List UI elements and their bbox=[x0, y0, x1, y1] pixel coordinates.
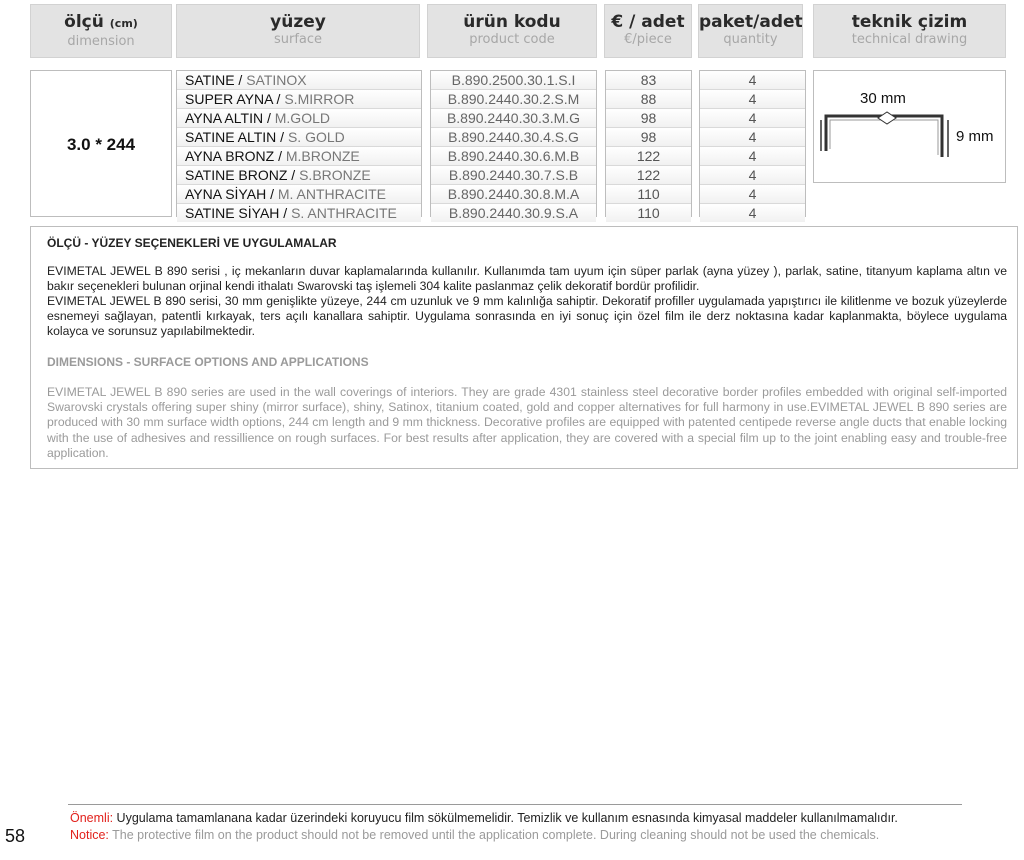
header-price-en: €/piece bbox=[624, 32, 672, 47]
product-code: B.890.2440.30.8.M.A bbox=[431, 185, 596, 204]
header-surface bbox=[176, 4, 420, 58]
table-row bbox=[177, 128, 421, 147]
width-label: 30 mm bbox=[860, 90, 906, 107]
price-value: 83 bbox=[606, 71, 691, 90]
product-code: B.890.2440.30.2.S.M bbox=[431, 90, 596, 109]
product-code: B.890.2440.30.7.S.B bbox=[431, 166, 596, 185]
surface-tr: SATINE SİYAH / bbox=[185, 205, 288, 221]
quantity-value: 4 bbox=[700, 90, 805, 109]
note-tr-label: Önemli: bbox=[70, 811, 114, 825]
header-price bbox=[604, 4, 692, 58]
surface-en: S.MIRROR bbox=[284, 91, 355, 107]
surface-en: S.BRONZE bbox=[299, 167, 371, 183]
footer-divider bbox=[68, 804, 962, 805]
surface-en: M.GOLD bbox=[274, 110, 330, 126]
quantity-value: 4 bbox=[700, 128, 805, 147]
price-value: 110 bbox=[606, 185, 691, 204]
table-row bbox=[177, 147, 421, 166]
surface-en: S. GOLD bbox=[287, 129, 345, 145]
header-code-en: product code bbox=[469, 32, 555, 47]
price-value: 122 bbox=[606, 166, 691, 185]
header-surface-tr: yüzey bbox=[270, 12, 326, 32]
product-code: B.890.2440.30.6.M.B bbox=[431, 147, 596, 166]
dimension-cell bbox=[30, 70, 172, 217]
note-en-label: Notice: bbox=[70, 828, 109, 842]
quantity-value: 4 bbox=[700, 166, 805, 185]
header-price-tr: € / adet bbox=[611, 12, 685, 32]
header-quantity-tr: paket/adet bbox=[699, 12, 803, 32]
header-code bbox=[427, 4, 597, 58]
product-code: B.890.2440.30.3.M.G bbox=[431, 109, 596, 128]
header-drawing-en: technical drawing bbox=[851, 32, 968, 47]
dimension-value: 3.0 * 244 bbox=[66, 135, 136, 154]
header-drawing-tr: teknik çizim bbox=[851, 12, 968, 32]
code-column bbox=[430, 70, 597, 221]
surface-tr: AYNA ALTIN / bbox=[185, 110, 271, 126]
product-code: B.890.2440.30.4.S.G bbox=[431, 128, 596, 147]
surface-tr: SUPER AYNA / bbox=[185, 91, 281, 107]
surface-tr: AYNA SİYAH / bbox=[185, 186, 274, 202]
quantity-value: 4 bbox=[700, 204, 805, 222]
quantity-value: 4 bbox=[700, 71, 805, 90]
technical-drawing bbox=[813, 70, 1006, 183]
note-tr-text: Uygulama tamamlanana kadar üzerindeki koruyucu film sökülmemelidir. Temizlik ve kullanım esnasında kimyasal maddeler kullanılmamalıdır. bbox=[113, 811, 898, 825]
description-body-tr-1: EVIMETAL JEWEL B 890 serisi , iç mekanların duvar kaplamalarında kullanılır. Kullanımda tam uyum için süper parlak (ayna yüzey ), parlak, satine, titanyum kaplama altın ve bakır seçenekleri bulunan orjinal kendi ithalatı Swarovski taş işlemeli 304 kalite paslanmaz çelik dekoratif bordür profilidir. bbox=[47, 264, 1007, 294]
price-value: 98 bbox=[606, 128, 691, 147]
surface-en: M.BRONZE bbox=[285, 148, 360, 164]
header-surface-en: surface bbox=[273, 32, 323, 47]
table-row bbox=[177, 166, 421, 185]
quantity-value: 4 bbox=[700, 147, 805, 166]
description-body-en: EVIMETAL JEWEL B 890 series are used in the wall coverings of interiors. They are grade 4301 stainless steel decorative border profiles embedded with original self-imported Swarovski crystals offering super shiny (mirror surface), shiny, Satinox, titanium coated, gold and copper alternatives for full harmony in use.EVIMETAL JEWEL B 890 series are produced with 30 mm surface width options, 244 cm length and 9 mm thickness. Decorative profiles are equipped with patented centipede reverse angle ducts that enable locking with the use of adhesives and ressillience on rough surfaces. For best results after application, they are covered with a special film up to the joint enabling easy and trouble-free application. bbox=[47, 385, 1007, 460]
table-row bbox=[177, 109, 421, 128]
header-code-tr: ürün kodu bbox=[463, 12, 561, 32]
description-box bbox=[30, 226, 1018, 469]
price-column bbox=[605, 70, 692, 221]
description-title-en: DIMENSIONS - SURFACE OPTIONS AND APPLICATIONS bbox=[47, 355, 369, 369]
table-row bbox=[177, 71, 421, 90]
description-title-tr: ÖLÇÜ - YÜZEY SEÇENEKLERİ VE UYGULAMALAR bbox=[47, 236, 337, 250]
header-quantity-en: quantity bbox=[723, 32, 778, 47]
page-number: 58 bbox=[5, 826, 26, 846]
header-dimension bbox=[30, 4, 172, 58]
header-dimension-en: dimension bbox=[67, 34, 135, 49]
footer-note-en bbox=[70, 828, 879, 842]
profile-drawing bbox=[814, 71, 1007, 184]
description-body-tr-2: EVIMETAL JEWEL B 890 serisi, 30 mm genişlikte yüzeye, 244 cm uzunluk ve 9 mm kalınlığa sahiptir. Dekoratif profiller uygulamada yapıştırıcı ile kilitlenme ve bozuk yüzeylerde esnemeyi sağlayan, patentli kırkayak, ters açılı kanallara sahiptir. Uygulama sonrasında en iyi sonuç için özel film ile derz noktasına kadar kaplanmakta, böylece uygulama kolayca ve sorunsuz yapılabilmektedir. bbox=[47, 294, 1007, 339]
header-dimension-unit: (cm) bbox=[109, 17, 138, 30]
quantity-column bbox=[699, 70, 806, 221]
surface-tr: AYNA BRONZ / bbox=[185, 148, 282, 164]
product-code: B.890.2440.30.9.S.A bbox=[431, 204, 596, 222]
price-value: 122 bbox=[606, 147, 691, 166]
table-row bbox=[177, 204, 421, 222]
surface-en: M. ANTHRACITE bbox=[277, 186, 386, 202]
surface-tr: SATINE BRONZ / bbox=[185, 167, 296, 183]
quantity-value: 4 bbox=[700, 185, 805, 204]
header-quantity bbox=[698, 4, 803, 58]
table-row bbox=[177, 185, 421, 204]
price-value: 98 bbox=[606, 109, 691, 128]
surface-tr: SATINE ALTIN / bbox=[185, 129, 285, 145]
height-label: 9 mm bbox=[956, 128, 994, 145]
footer-note-tr bbox=[70, 811, 898, 825]
header-dimension-tr: ölçü bbox=[64, 12, 104, 32]
table-row bbox=[177, 90, 421, 109]
surface-tr: SATINE / bbox=[185, 72, 243, 88]
surface-column bbox=[176, 70, 422, 221]
quantity-value: 4 bbox=[700, 109, 805, 128]
price-value: 110 bbox=[606, 204, 691, 222]
note-en-text: The protective film on the product should not be removed until the application complete. During cleaning should not be used the chemicals. bbox=[108, 828, 880, 842]
surface-en: S. ANTHRACITE bbox=[291, 205, 397, 221]
price-value: 88 bbox=[606, 90, 691, 109]
surface-en: SATINOX bbox=[246, 72, 307, 88]
header-drawing bbox=[813, 4, 1006, 58]
product-code: B.890.2500.30.1.S.I bbox=[431, 71, 596, 90]
